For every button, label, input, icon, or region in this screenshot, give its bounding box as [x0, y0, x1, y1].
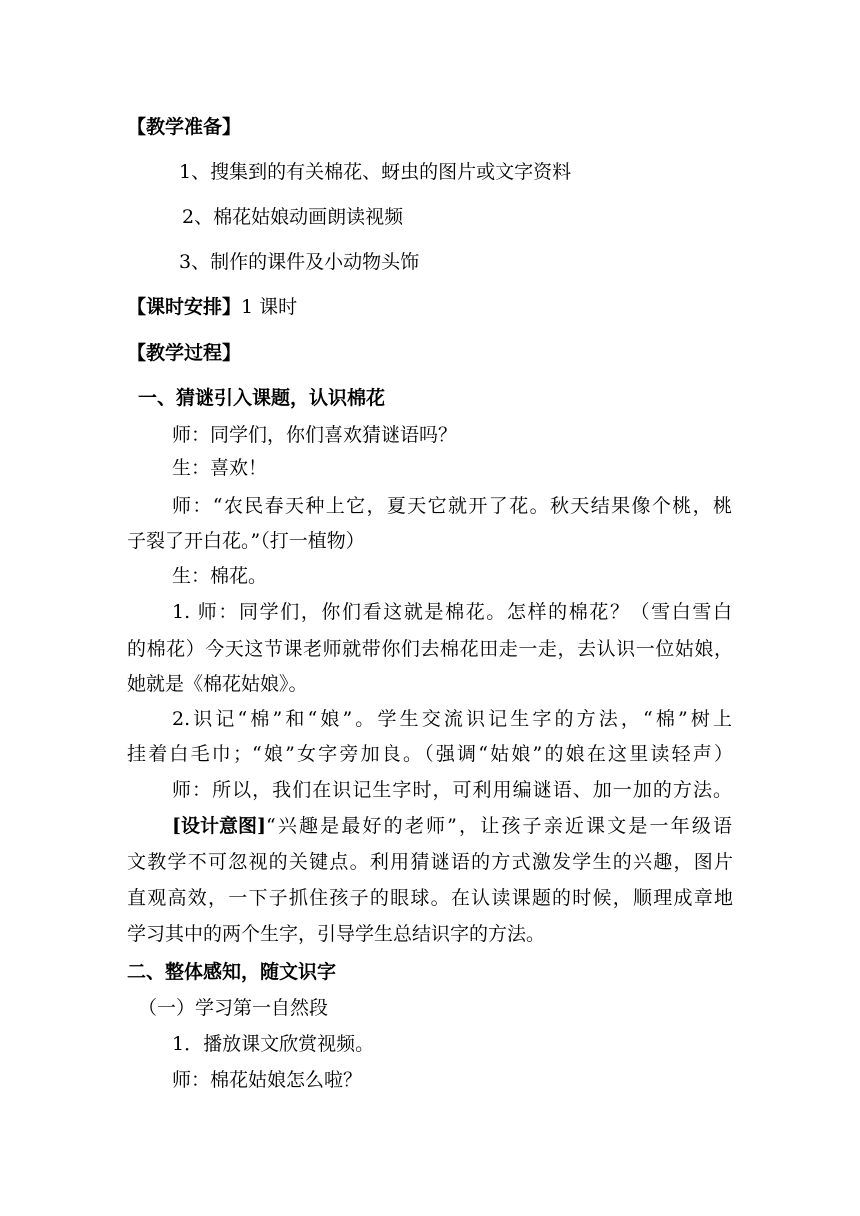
design-intent-label: [设计意图]	[172, 815, 266, 837]
design-intent-line: 文教学不可忽视的关键点。利用猜谜语的方式激发学生的兴趣，图片	[127, 851, 733, 873]
design-intent-first-line	[172, 814, 732, 838]
paragraph-line: 生：棉花。	[172, 565, 268, 587]
class-schedule	[127, 295, 297, 319]
paragraph-line: 她就是《棉花姑娘》。	[127, 673, 308, 695]
paragraph-line: 子裂了开白花。”（打一植物）	[127, 530, 365, 552]
class-schedule-value: 1 课时	[241, 296, 298, 318]
paragraph-line: 1．播放课文欣赏视频。	[172, 1033, 375, 1055]
design-intent-text: “兴趣是最好的老师”，让孩子亲近课文是一年级语	[265, 815, 732, 837]
class-schedule-heading: 【课时安排】	[127, 296, 242, 318]
prep-item-1: 1、搜集到的有关棉花、蚜虫的图片或文字资料	[179, 161, 572, 183]
prep-item-2: 2、棉花姑娘动画朗读视频	[182, 206, 404, 228]
paragraph-line: 师：同学们，你们喜欢猜谜语吗？	[172, 424, 458, 446]
prep-item-3: 3、制作的课件及小动物头饰	[179, 251, 420, 273]
paragraph-line: 生：喜欢！	[172, 457, 268, 479]
subsection-title: （一）学习第一自然段	[138, 997, 329, 1019]
design-intent-line: 学习其中的两个生字，引导学生总结识字的方法。	[127, 923, 546, 945]
teaching-prep-heading: 【教学准备】	[127, 116, 242, 138]
section-2-title: 二、整体感知，随文识字	[127, 961, 337, 983]
section-1-title: 一、猜谜引入课题，认识棉花	[138, 387, 386, 409]
paragraph-line: 2.识记“棉”和“娘”。学生交流识记生字的方法，“棉”树上	[172, 708, 732, 730]
paragraph-line: 师：“农民春天种上它，夏天它就开了花。秋天结果像个桃，桃	[172, 495, 732, 517]
paragraph-line: 的棉花）今天这节课老师就带你们去棉花田走一走，去认识一位姑娘，	[127, 638, 733, 660]
paragraph-line: 师：棉花姑娘怎么啦？	[172, 1069, 363, 1091]
teaching-process-heading: 【教学过程】	[127, 342, 242, 364]
paragraph-line: 1. 师：同学们，你们看这就是棉花。怎样的棉花？（雪白雪白	[172, 601, 732, 623]
paragraph-line: 师：所以，我们在识记生字时，可利用编谜语、加一加的方法。	[172, 779, 732, 801]
paragraph-line: 挂着白毛巾；“娘”女字旁加良。（强调“姑娘”的娘在这里读轻声）	[127, 743, 733, 765]
design-intent-line: 直观高效，一下子抓住孩子的眼球。在认读课题的时候，顺理成章地	[127, 887, 733, 909]
